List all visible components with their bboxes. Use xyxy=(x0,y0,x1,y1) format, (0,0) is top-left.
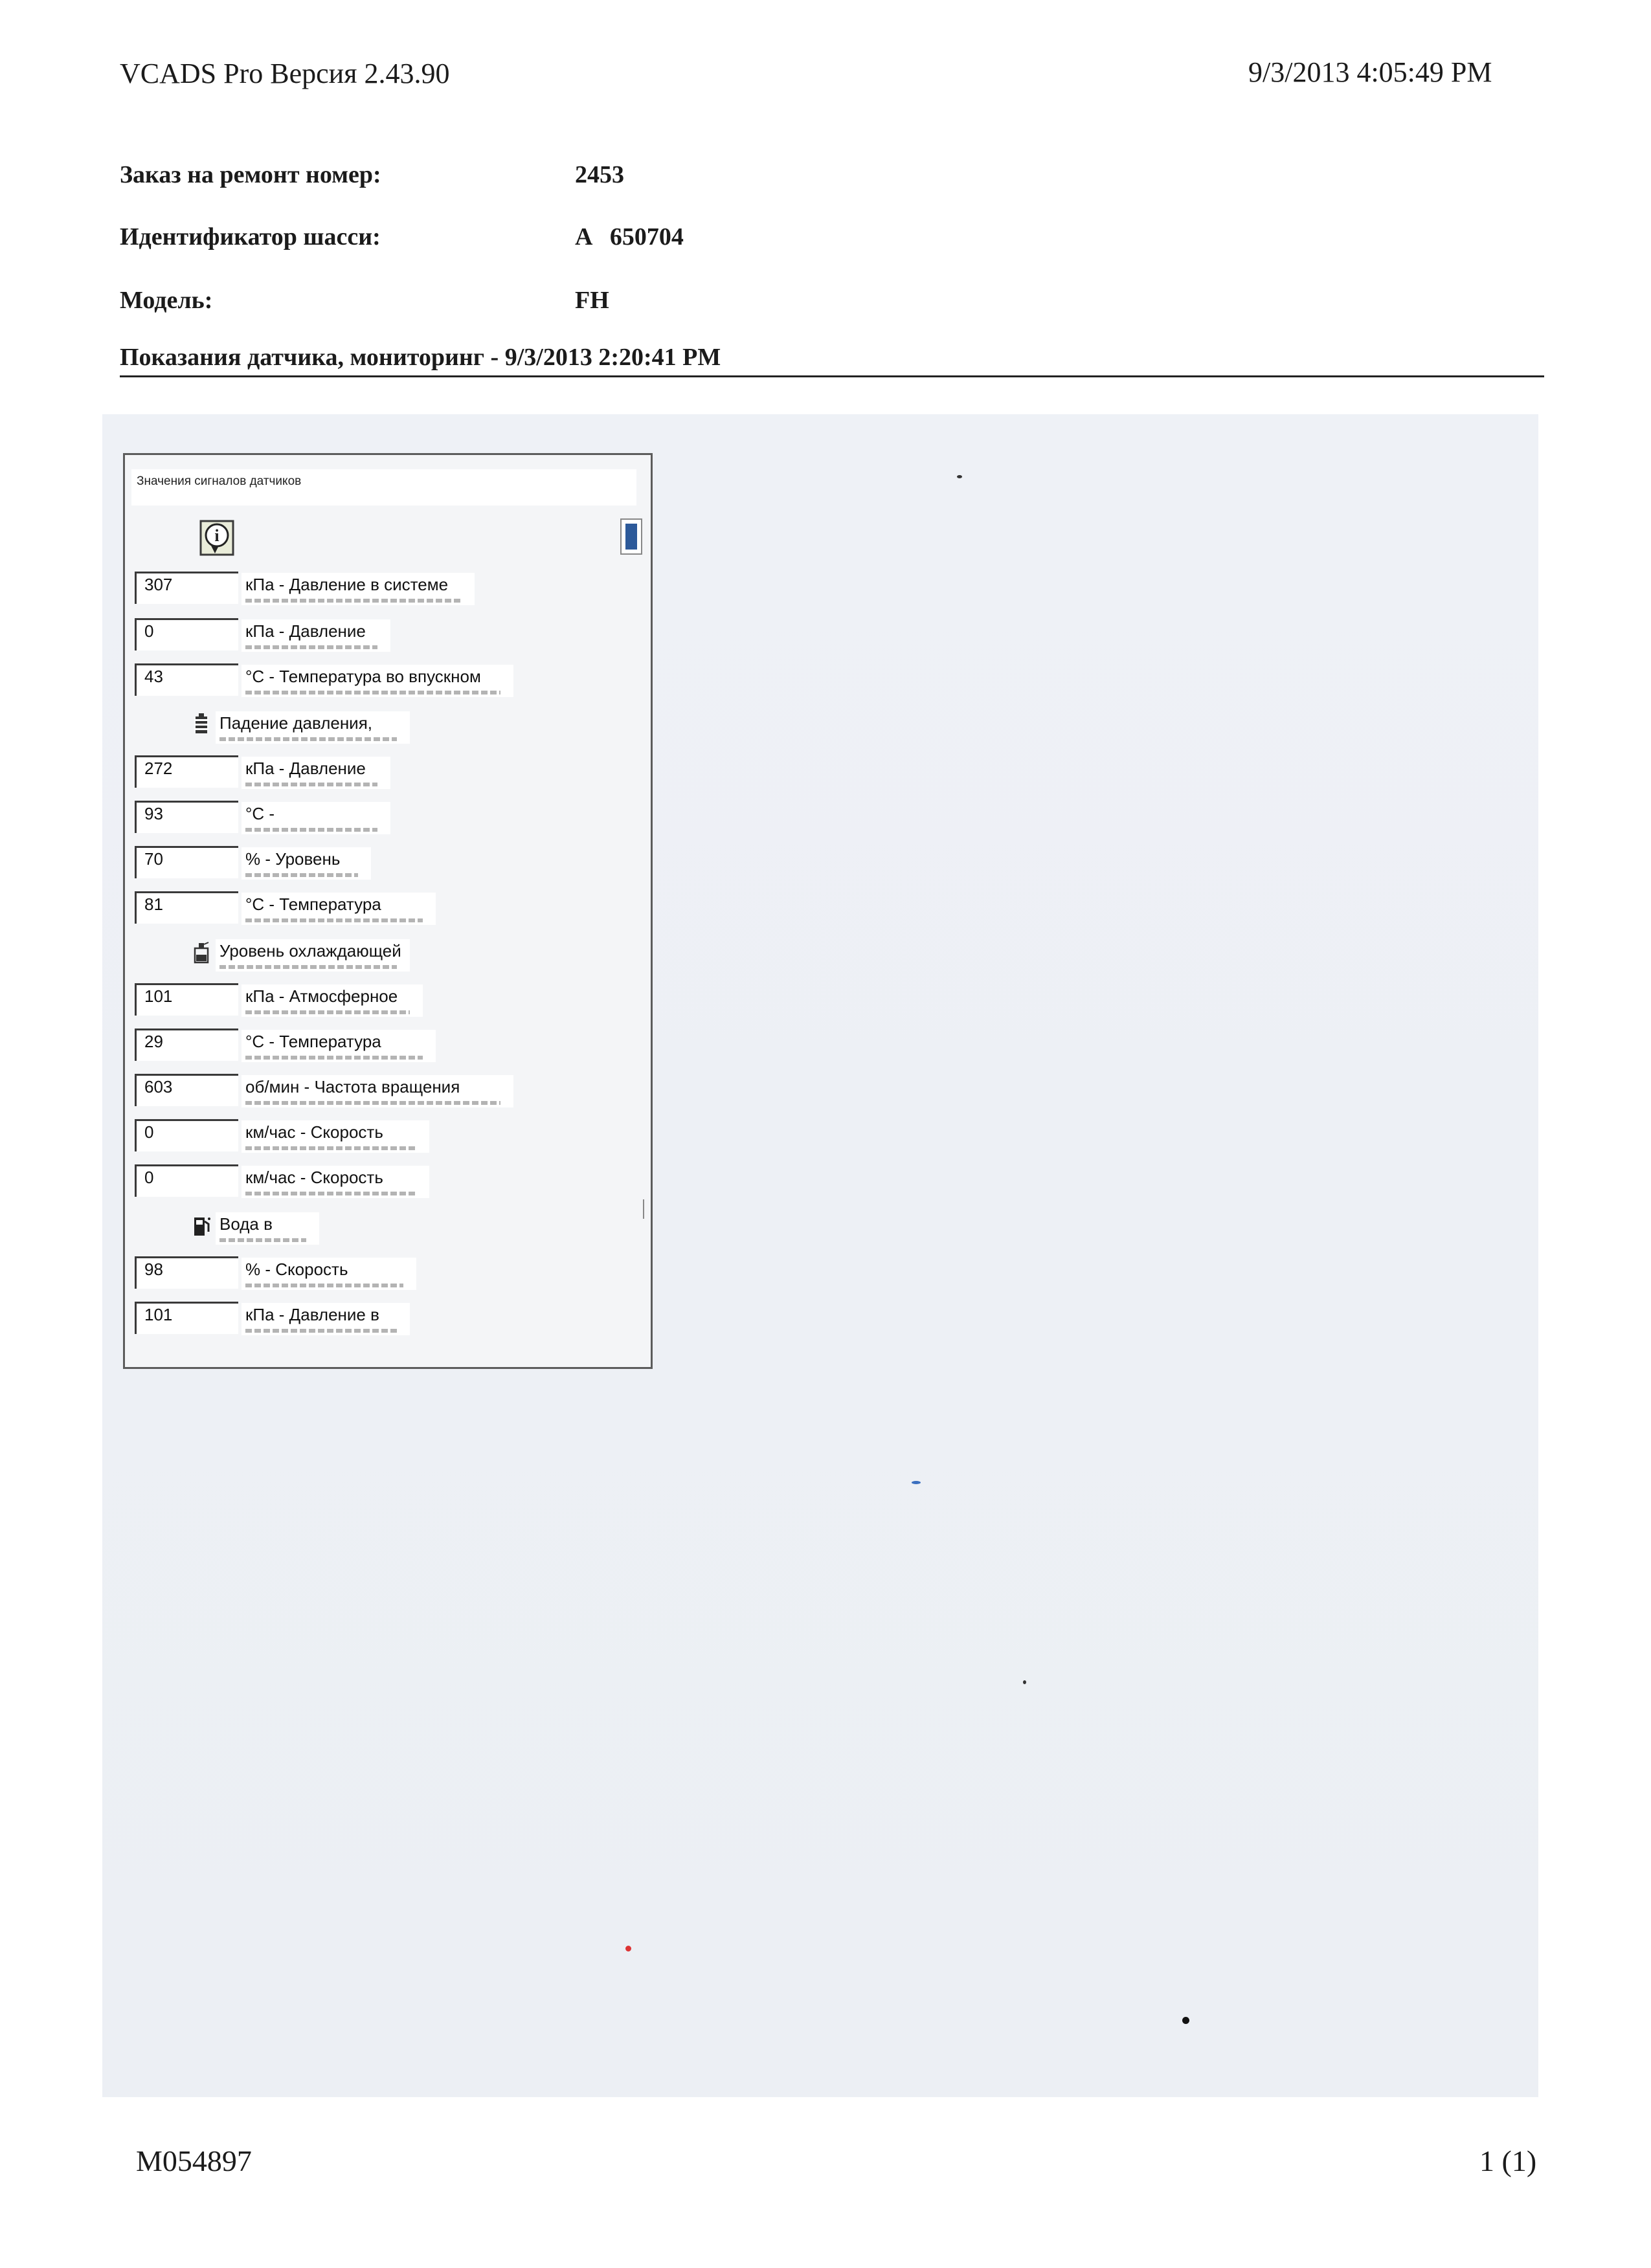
sensor-indicator-label: Уровень охлаждающей xyxy=(216,939,410,972)
section-title: Показания датчика, мониторинг - 9/3/2013 2:20:41 PM xyxy=(120,344,721,371)
sensor-label: °С - xyxy=(241,802,390,834)
page-number: 1 (1) xyxy=(1479,2144,1537,2177)
sensor-row xyxy=(135,663,640,701)
svg-text:i: i xyxy=(214,526,219,545)
sensor-row xyxy=(135,891,640,929)
sensor-label: км/час - Скорость xyxy=(241,1120,429,1153)
filter-icon xyxy=(192,713,211,736)
sensor-indicator-label: Падение давления, xyxy=(216,711,410,744)
sensor-value-field: 98 xyxy=(135,1256,238,1289)
sensor-row xyxy=(135,1164,640,1202)
scan-speck xyxy=(912,1481,921,1484)
report-datetime: 9/3/2013 4:05:49 PM xyxy=(1248,56,1492,88)
scan-speck xyxy=(1023,1680,1026,1684)
panel-title: Значения сигналов датчиков xyxy=(131,469,636,506)
sensor-row xyxy=(135,755,640,793)
sensor-row xyxy=(135,801,640,838)
sensor-indicator-label: Вода в xyxy=(216,1212,319,1245)
sensor-value-field: 29 xyxy=(135,1028,238,1061)
sensor-value-field: 0 xyxy=(135,1119,238,1151)
sensor-label: кПа - Давление xyxy=(241,619,390,652)
coolant-tank-icon xyxy=(192,940,211,964)
sensor-label: °С - Температура во впускном xyxy=(241,665,513,697)
sensor-value-field: 603 xyxy=(135,1074,238,1106)
sensor-row xyxy=(135,1302,640,1339)
section-divider xyxy=(120,375,1544,377)
sensor-value-field: 0 xyxy=(135,618,238,650)
sensor-label: кПа - Атмосферное xyxy=(241,984,423,1017)
sensor-label: км/час - Скорость xyxy=(241,1166,429,1198)
sensor-row xyxy=(135,1028,640,1066)
chassis-id-value: A 650704 xyxy=(575,223,684,250)
sensor-value-field: 307 xyxy=(135,572,238,604)
sensor-row xyxy=(135,1256,640,1294)
sensor-list xyxy=(125,455,651,1367)
sensor-values-panel xyxy=(123,453,653,1369)
sensor-indicator-row xyxy=(135,710,640,745)
repair-order-label: Заказ на ремонт номер: xyxy=(120,161,381,188)
sensor-row xyxy=(135,1074,640,1111)
scan-speck xyxy=(625,1946,631,1951)
scan-speck xyxy=(957,475,962,478)
sensor-label: кПа - Давление в системе xyxy=(241,573,475,605)
report-title: VCADS Pro Версия 2.43.90 xyxy=(120,58,450,89)
model-label: Модель: xyxy=(120,287,213,314)
repair-order-value: 2453 xyxy=(575,161,624,188)
sensor-row xyxy=(135,1119,640,1157)
sensor-label: кПа - Давление xyxy=(241,757,390,789)
sensor-value-field: 101 xyxy=(135,1302,238,1334)
sensor-label: °С - Температура xyxy=(241,893,436,925)
sensor-row xyxy=(135,572,640,609)
sensor-row xyxy=(135,983,640,1021)
sensor-value-field: 272 xyxy=(135,755,238,788)
scan-speck xyxy=(1182,2017,1189,2024)
sensor-indicator-row xyxy=(135,1211,640,1246)
model-value: FH xyxy=(575,287,609,314)
sensor-label: % - Скорость xyxy=(241,1258,416,1290)
document-id: M054897 xyxy=(136,2144,252,2177)
sensor-value-field: 101 xyxy=(135,983,238,1016)
sensor-label: об/мин - Частота вращения xyxy=(241,1075,513,1107)
sensor-row xyxy=(135,846,640,884)
sensor-label: % - Уровень xyxy=(241,847,371,880)
fuel-pump-icon xyxy=(192,1214,211,1237)
sensor-value-field: 70 xyxy=(135,846,238,878)
sensor-value-field: 0 xyxy=(135,1164,238,1197)
sensor-label: °С - Температура xyxy=(241,1030,436,1062)
chassis-id-label: Идентификатор шасси: xyxy=(120,223,381,250)
sensor-value-field: 93 xyxy=(135,801,238,833)
sensor-indicator-row xyxy=(135,938,640,973)
sensor-label: кПа - Давление в xyxy=(241,1303,410,1335)
sensor-value-field: 81 xyxy=(135,891,238,924)
sensor-row xyxy=(135,618,640,656)
sensor-value-field: 43 xyxy=(135,663,238,696)
